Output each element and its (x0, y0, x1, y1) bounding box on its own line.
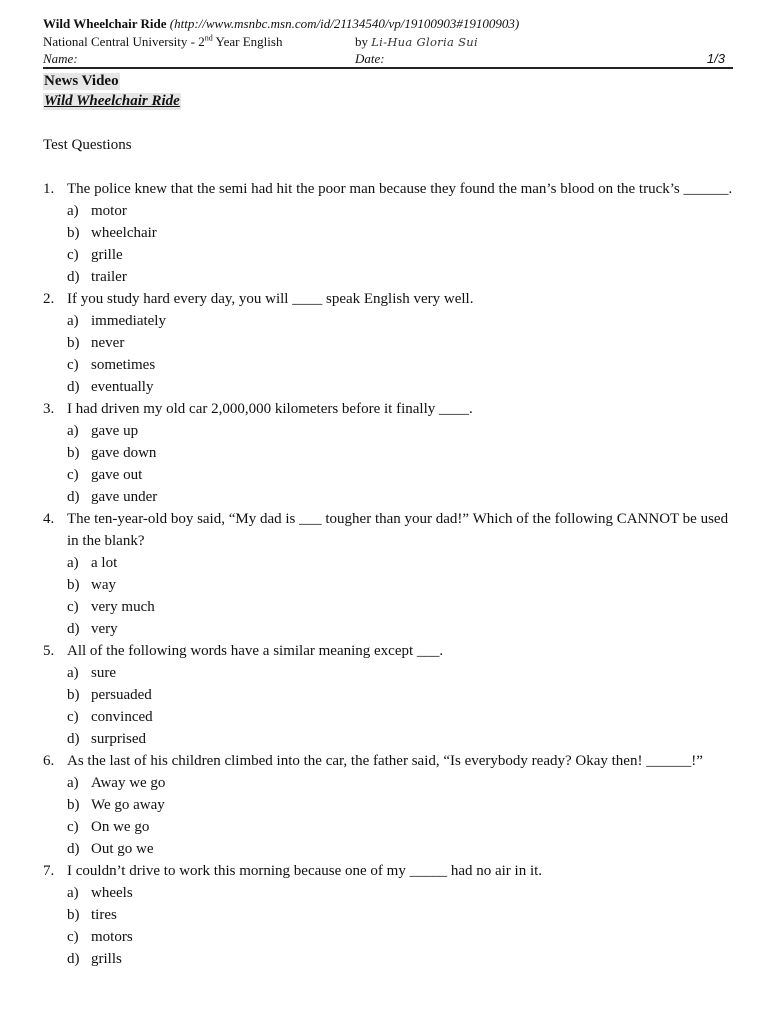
option-text: a lot (91, 555, 118, 571)
option-letter: a) (67, 423, 79, 439)
answer-option (43, 486, 733, 508)
option-text: sometimes (91, 357, 156, 373)
header-author: Li-Hua Gloria Sui (371, 35, 478, 49)
answer-option (43, 728, 733, 750)
option-text: very much (91, 599, 155, 615)
answer-option (43, 618, 733, 640)
option-letter: c) (67, 819, 79, 835)
answer-option (43, 354, 733, 376)
option-letter: a) (67, 203, 79, 219)
question-item (43, 398, 733, 508)
answer-option (43, 244, 733, 266)
answer-option (43, 266, 733, 288)
header-by-label: by (355, 34, 368, 49)
answer-option (43, 222, 733, 244)
answer-option (43, 838, 733, 860)
option-text: On we go (91, 819, 150, 835)
question-number: 4. (43, 511, 55, 527)
option-letter: b) (67, 335, 80, 351)
question-row (43, 288, 733, 310)
question-list (43, 178, 733, 970)
option-text: grille (91, 247, 123, 263)
option-letter: d) (67, 379, 80, 395)
question-row (43, 640, 733, 662)
option-letter: b) (67, 445, 80, 461)
option-letter: b) (67, 577, 80, 593)
answer-option (43, 442, 733, 464)
answer-option (43, 706, 733, 728)
option-text: gave out (91, 467, 143, 483)
question-item (43, 640, 733, 750)
option-text: motors (91, 929, 133, 945)
option-letter: d) (67, 621, 80, 637)
question-text: The ten-year-old boy said, “My dad is ___ tougher than your dad!” Which of the following CANNOT be used in the blank? (67, 511, 729, 549)
option-letter: a) (67, 313, 79, 329)
option-letter: c) (67, 929, 79, 945)
question-number: 2. (43, 291, 55, 307)
question-item (43, 288, 733, 398)
question-text: If you study hard every day, you will ____ speak English very well. (67, 291, 474, 307)
option-letter: b) (67, 797, 80, 813)
option-text: Away we go (91, 775, 166, 791)
option-text: gave under (91, 489, 158, 505)
question-number: 3. (43, 401, 55, 417)
option-letter: c) (67, 247, 79, 263)
option-text: surprised (91, 731, 146, 747)
option-text: wheelchair (91, 225, 157, 241)
question-row (43, 750, 733, 772)
option-letter: c) (67, 357, 79, 373)
question-row (43, 860, 733, 882)
document-subheading: Wild Wheelchair Ride (44, 93, 180, 109)
option-text: Out go we (91, 841, 154, 857)
option-letter: b) (67, 907, 80, 923)
answer-option (43, 948, 733, 970)
answer-option (43, 684, 733, 706)
answer-option (43, 310, 733, 332)
option-letter: d) (67, 731, 80, 747)
option-text: very (91, 621, 118, 637)
option-letter: d) (67, 489, 80, 505)
option-text: wheels (91, 885, 133, 901)
answer-option (43, 574, 733, 596)
header-rule (43, 67, 733, 69)
option-letter: b) (67, 687, 80, 703)
option-letter: a) (67, 885, 79, 901)
answer-option (43, 882, 733, 904)
answer-option (43, 376, 733, 398)
answer-option (43, 200, 733, 222)
option-text: We go away (91, 797, 165, 813)
section-label: Test Questions (43, 137, 132, 153)
header-university: National Central University - 2 (43, 34, 205, 49)
question-row (43, 398, 733, 420)
question-text: The police knew that the semi had hit the poor man because they found the man’s blood on the truck’s ______. (67, 181, 733, 197)
option-text: grills (91, 951, 122, 967)
header-byline (355, 34, 478, 50)
header-name-label: Name: (43, 51, 78, 66)
answer-option (43, 420, 733, 442)
option-letter: c) (67, 467, 79, 483)
option-letter: d) (67, 951, 80, 967)
option-text: never (91, 335, 125, 351)
option-text: sure (91, 665, 116, 681)
option-text: eventually (91, 379, 154, 395)
option-letter: b) (67, 225, 80, 241)
option-text: persuaded (91, 687, 152, 703)
answer-option (43, 662, 733, 684)
question-number: 7. (43, 863, 55, 879)
option-text: convinced (91, 709, 153, 725)
question-item (43, 860, 733, 970)
header-title-line (43, 16, 519, 32)
answer-option (43, 904, 733, 926)
question-text: As the last of his children climbed into the car, the father said, “Is everybody ready? Okay then! ______!” (67, 753, 703, 769)
option-text: gave up (91, 423, 139, 439)
answer-option (43, 794, 733, 816)
option-letter: a) (67, 775, 79, 791)
option-text: motor (91, 203, 127, 219)
document-title-block (43, 73, 181, 110)
header-ordinal-suffix: nd (204, 33, 213, 43)
document-heading: News Video (44, 73, 119, 89)
question-text: All of the following words have a similar meaning except ___. (67, 643, 444, 659)
option-text: way (91, 577, 116, 593)
question-text: I couldn’t drive to work this morning because one of my _____ had no air in it. (67, 863, 543, 879)
option-letter: c) (67, 599, 79, 615)
answer-option (43, 926, 733, 948)
question-number: 5. (43, 643, 55, 659)
question-number: 1. (43, 181, 55, 197)
header-course-line (43, 34, 282, 50)
option-text: gave down (91, 445, 157, 461)
option-letter: c) (67, 709, 79, 725)
answer-option (43, 332, 733, 354)
question-item (43, 178, 733, 288)
answer-option (43, 816, 733, 838)
question-number: 6. (43, 753, 55, 769)
question-text: I had driven my old car 2,000,000 kilometers before it finally ____. (67, 401, 473, 417)
header-date-label: Date: (355, 51, 385, 66)
option-text: tires (91, 907, 117, 923)
answer-option (43, 772, 733, 794)
option-letter: d) (67, 269, 80, 285)
answer-option (43, 552, 733, 574)
option-text: trailer (91, 269, 127, 285)
question-item (43, 750, 733, 860)
option-letter: a) (67, 555, 79, 571)
header-title: Wild Wheelchair Ride (43, 16, 167, 31)
answer-option (43, 464, 733, 486)
header-url: (http://www.msnbc.msn.com/id/21134540/vp/19100903#19100903) (169, 16, 520, 31)
option-text: immediately (91, 313, 166, 329)
question-row (43, 178, 733, 200)
answer-option (43, 596, 733, 618)
option-letter: d) (67, 841, 80, 857)
header-page-number: 1/3 (706, 51, 725, 66)
question-row (43, 508, 733, 552)
question-item (43, 508, 733, 640)
header-course: Year English (212, 34, 283, 49)
option-letter: a) (67, 665, 79, 681)
